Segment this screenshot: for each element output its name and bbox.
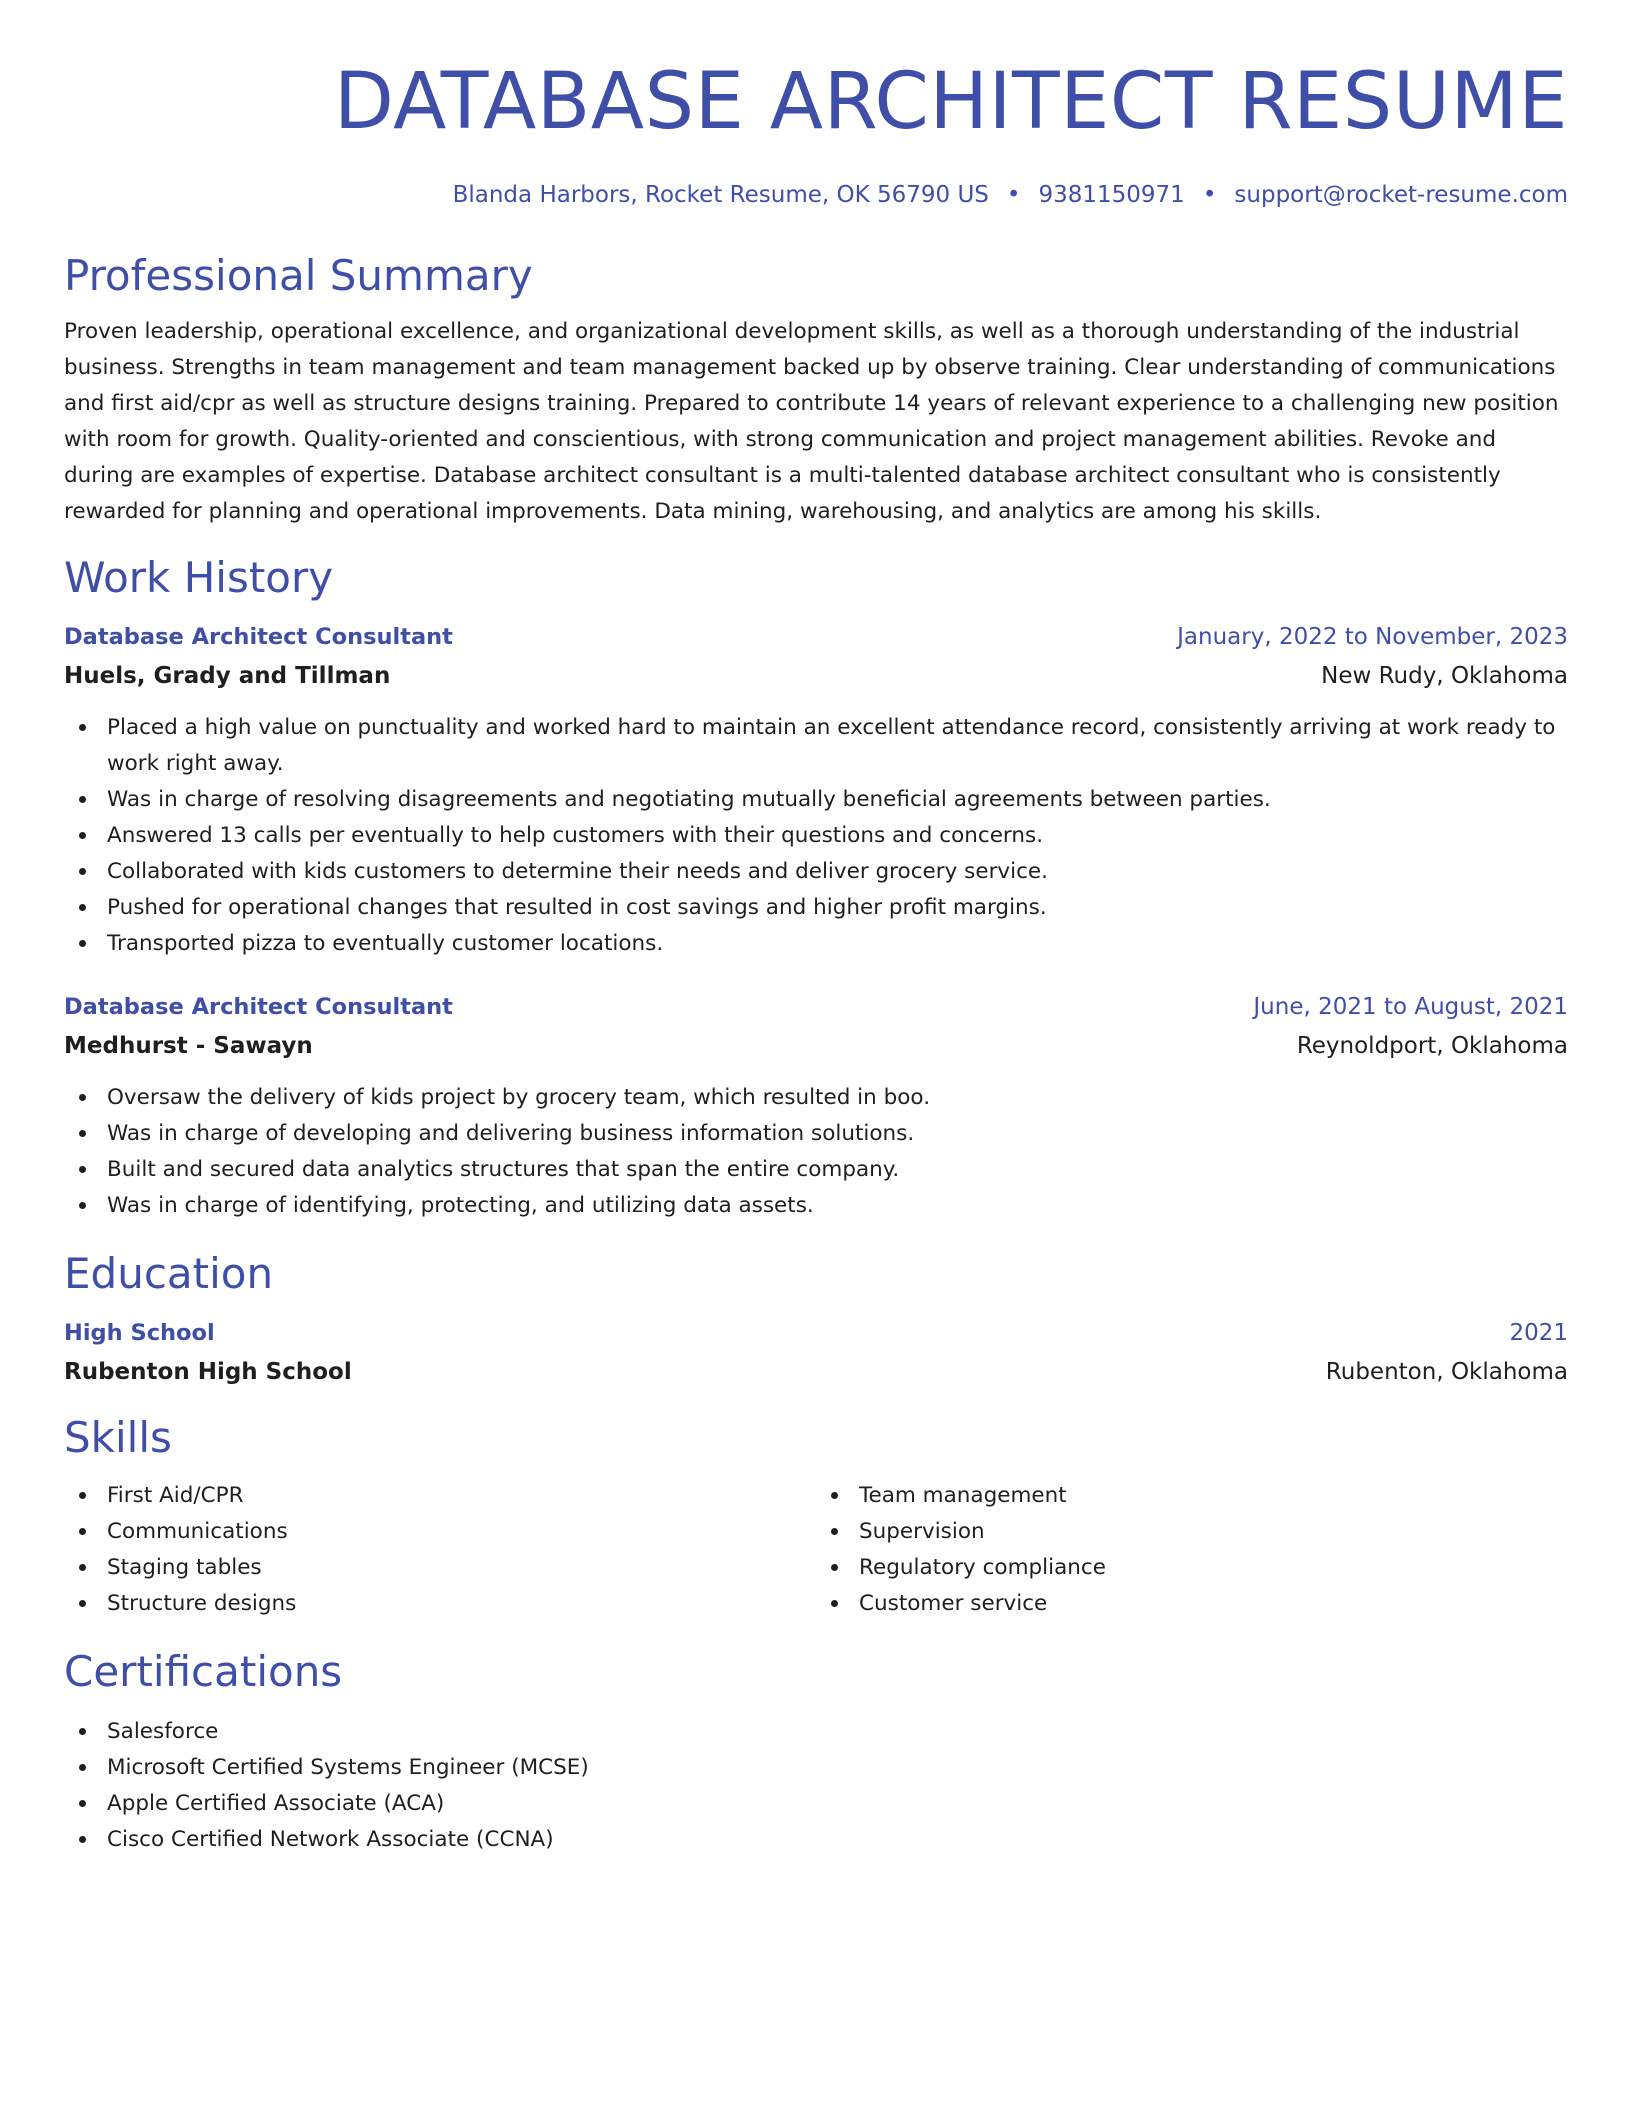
bullet-dot [79, 1202, 86, 1209]
contact-separator: • [1006, 182, 1021, 208]
summary-text: Proven leadership, operational excellence, and organizational development skills, as well as a thorough understanding of the industrial business. Strengths in team management and team management backed up by observe training. Clear understanding of communications and first aid/cpr as well as structure designs training. Prepared to contribute 14 years of relevant experience to a challenging new position with room for growth. Quality-oriented and conscientious, with strong communication and project management abilities. Revoke and during are examples of expertise. Database architect consultant is a multi-talented database architect consultant who is consistently rewarded for planning and operational improvements. Data mining, warehousing, and analytics are among his skills. [64, 319, 1559, 524]
bullet-dot [79, 724, 86, 731]
job-bullet [64, 782, 1568, 818]
work-history-section [64, 550, 1568, 1224]
job-bullet [64, 710, 1568, 782]
certification-text: Microsoft Certified Systems Engineer (MCSE) [107, 1755, 589, 1780]
job-employer-row [64, 658, 1568, 694]
job-bullets [64, 1080, 1568, 1224]
skill-item [64, 1550, 816, 1586]
job-bullet-text: Was in charge of developing and delivering business information solutions. [107, 1121, 915, 1146]
skill-text: Customer service [859, 1591, 1048, 1616]
job-bullet [64, 1188, 1568, 1224]
skill-item [816, 1586, 1568, 1622]
skills-grid [64, 1478, 1568, 1622]
education-section [64, 1246, 1568, 1390]
job-bullet-text: Collaborated with kids customers to determine their needs and deliver grocery service. [107, 859, 1048, 884]
certification-text: Cisco Certified Network Associate (CCNA) [107, 1827, 554, 1852]
bullet-dot [79, 1564, 86, 1571]
job-title: Database Architect Consultant [64, 994, 453, 1020]
bullet-dot [831, 1564, 838, 1571]
bullet-dot [79, 1528, 86, 1535]
contact-line [64, 178, 1568, 212]
education-heading: Education [64, 1249, 274, 1298]
education-school-row [64, 1354, 1568, 1390]
contact-address: Blanda Harbors, Rocket Resume, OK 56790 US [452, 182, 989, 208]
bullet-dot [79, 868, 86, 875]
job-bullet [64, 818, 1568, 854]
summary-heading: Professional Summary [64, 251, 533, 300]
job-bullet [64, 854, 1568, 890]
skill-item [64, 1478, 816, 1514]
job-entry [64, 990, 1568, 1224]
education-location: Rubenton, Oklahoma [1325, 1359, 1568, 1385]
certification-text: Salesforce [107, 1719, 219, 1744]
job-title: Database Architect Consultant [64, 624, 453, 650]
bullet-dot [79, 796, 86, 803]
skill-text: Team management [859, 1483, 1067, 1508]
job-employer: Medhurst - Sawayn [64, 1033, 313, 1059]
job-bullet-text: Pushed for operational changes that resulted in cost savings and higher profit margins. [107, 895, 1047, 920]
certification-text: Apple Certified Associate (ACA) [107, 1791, 445, 1816]
skill-text: Staging tables [107, 1555, 262, 1580]
bullet-dot [831, 1600, 838, 1607]
job-dates: January, 2022 to November, 2023 [1177, 624, 1568, 650]
skill-item [816, 1550, 1568, 1586]
skill-item [64, 1586, 816, 1622]
education-year: 2021 [1509, 1320, 1568, 1346]
job-bullet-text: Built and secured data analytics structures that span the entire company. [107, 1157, 900, 1182]
summary-section [64, 248, 1568, 530]
skill-item [64, 1514, 816, 1550]
education-degree-row [64, 1316, 1568, 1350]
work-history-heading: Work History [64, 553, 334, 602]
job-location: New Rudy, Oklahoma [1321, 663, 1568, 689]
bullet-dot [79, 1764, 86, 1771]
education-school: Rubenton High School [64, 1359, 352, 1385]
bullet-dot [79, 1728, 86, 1735]
skill-text: Supervision [859, 1519, 985, 1544]
contact-separator: • [1202, 182, 1217, 208]
education-degree: High School [64, 1320, 215, 1346]
bullet-dot [79, 832, 86, 839]
skill-text: Regulatory compliance [859, 1555, 1106, 1580]
certifications-list [64, 1714, 1568, 1858]
certification-item [64, 1786, 1568, 1822]
bullet-dot [79, 1800, 86, 1807]
certification-item [64, 1714, 1568, 1750]
skill-item [816, 1514, 1568, 1550]
job-bullet-text: Transported pizza to eventually customer locations. [107, 931, 664, 956]
certification-item [64, 1822, 1568, 1858]
skills-section [64, 1410, 1568, 1622]
job-employer: Huels, Grady and Tillman [64, 663, 391, 689]
skill-text: Structure designs [107, 1591, 297, 1616]
skills-right-column [816, 1478, 1568, 1622]
skills-heading: Skills [64, 1413, 172, 1462]
bullet-dot [79, 1094, 86, 1101]
certifications-heading: Certifications [64, 1647, 343, 1696]
job-bullet-text: Was in charge of resolving disagreements and negotiating mutually beneficial agreements between parties. [107, 787, 1271, 812]
job-bullet-text: Placed a high value on punctuality and worked hard to maintain an excellent attendance record, consistently arriving at work ready to work right away. [107, 715, 1556, 776]
certifications-section [64, 1644, 1568, 1858]
bullet-dot [831, 1528, 838, 1535]
job-title-row [64, 620, 1568, 654]
job-bullet-text: Was in charge of identifying, protecting, and utilizing data assets. [107, 1193, 814, 1218]
job-bullet [64, 1080, 1568, 1116]
resume-title: DATABASE ARCHITECT RESUME [333, 57, 1568, 147]
job-location: Reynoldport, Oklahoma [1296, 1033, 1568, 1059]
skill-item [816, 1478, 1568, 1514]
job-employer-row [64, 1028, 1568, 1064]
skill-text: First Aid/CPR [107, 1483, 244, 1508]
bullet-dot [79, 1130, 86, 1137]
bullet-dot [79, 1600, 86, 1607]
job-bullet [64, 1116, 1568, 1152]
skills-left-column [64, 1478, 816, 1622]
certification-item [64, 1750, 1568, 1786]
job-bullet [64, 890, 1568, 926]
job-bullets [64, 710, 1568, 962]
job-bullet-text: Answered 13 calls per eventually to help customers with their questions and concerns. [107, 823, 1044, 848]
bullet-dot [79, 1836, 86, 1843]
contact-email: support@rocket-resume.com [1234, 182, 1568, 208]
bullet-dot [831, 1492, 838, 1499]
job-bullet-text: Oversaw the delivery of kids project by grocery team, which resulted in boo. [107, 1085, 931, 1110]
job-title-row [64, 990, 1568, 1024]
job-bullet [64, 926, 1568, 962]
job-entry [64, 620, 1568, 962]
bullet-dot [79, 904, 86, 911]
bullet-dot [79, 1166, 86, 1173]
bullet-dot [79, 940, 86, 947]
job-bullet [64, 1152, 1568, 1188]
contact-phone: 9381150971 [1038, 182, 1185, 208]
skill-text: Communications [107, 1519, 288, 1544]
bullet-dot [79, 1492, 86, 1499]
job-dates: June, 2021 to August, 2021 [1253, 994, 1568, 1020]
